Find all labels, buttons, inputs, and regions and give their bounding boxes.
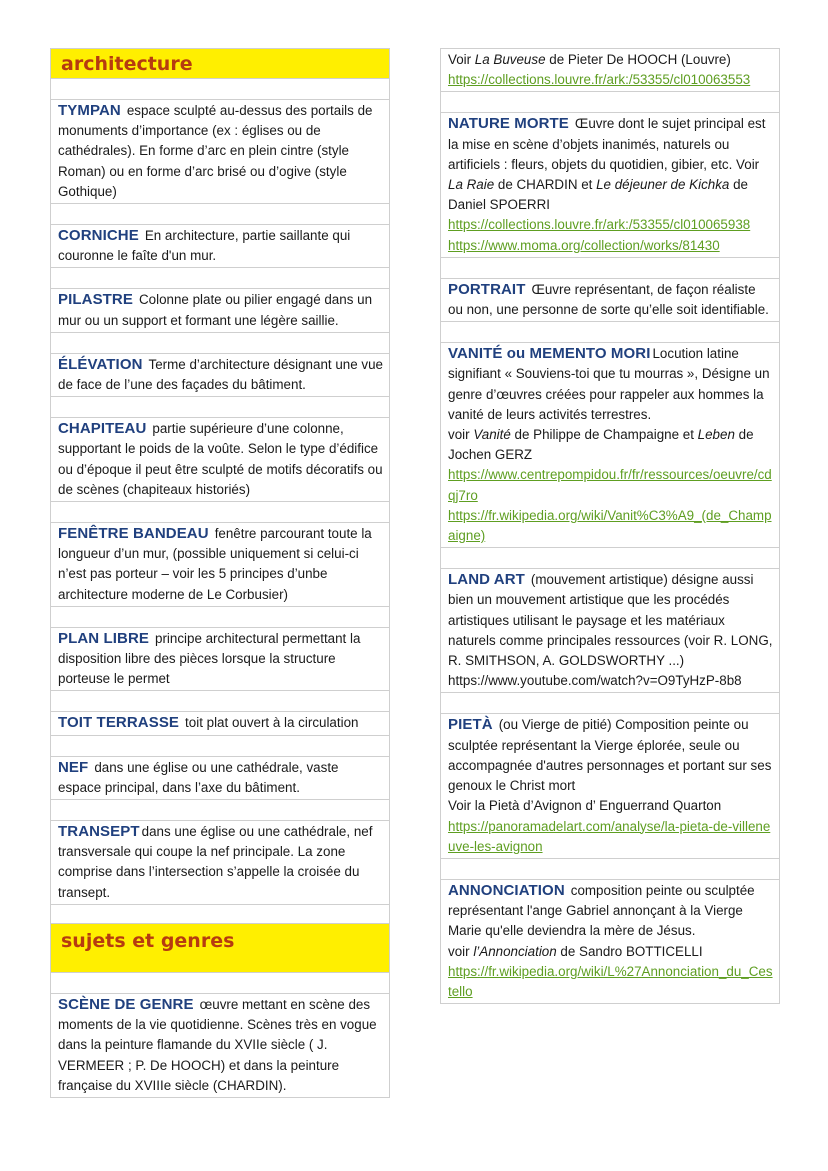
entry-tympan	[51, 100, 389, 204]
link-annonciation-wikipedia[interactable]: https://fr.wikipedia.org/wiki/L%27Annonciation_du_Cestello	[448, 963, 773, 999]
pieta-voir: Voir la Pietà d’Avignon d’ Enguerrand Quarton	[448, 798, 722, 814]
def-elevation: Terme d’architecture désignant une vue de face de l’une des façades du bâtiment.	[58, 356, 383, 393]
nature-morte-work2: Le déjeuner de Kichka	[596, 177, 730, 193]
term-nature-morte: NATURE MORTE	[448, 115, 569, 133]
buveuse-post: de Pieter De HOOCH (Louvre)	[545, 52, 731, 67]
vanite-work2: Leben	[697, 427, 735, 443]
term-transept: TRANSEPT	[58, 823, 140, 841]
def-fenetre-bandeau: fenêtre parcourant toute la longueur d’un mur, (possible uniquement si celui-ci n’est pas porteur – voir les 5 principes d’unbe architecture moderne de Le Corbusier)	[58, 526, 372, 602]
left-column	[50, 48, 390, 1098]
def-tympan: espace sculpté au-dessus des portails de monuments d’importance (ex : églises ou de cathédrales). En forme d’arc en plein cintre (style Roman) ou en forme d’arc brisé ou d’ogive (style Gothique)	[58, 103, 373, 199]
entry-vanite	[441, 343, 779, 548]
link-la-raie-louvre[interactable]: https://collections.louvre.fr/ark:/53355/cl010065938	[448, 217, 751, 233]
link-kichka-moma[interactable]: https://www.moma.org/collection/works/81430	[448, 237, 720, 253]
entry-nef	[51, 757, 389, 800]
term-vanite: VANITÉ ou MEMENTO MORI	[448, 345, 651, 363]
entry-corniche	[51, 225, 389, 268]
term-elevation: ÉLÉVATION	[58, 355, 143, 373]
term-tympan: TYMPAN	[58, 102, 121, 119]
entry-fenetre-bandeau	[51, 523, 389, 607]
def-toit-terrasse: toit plat ouvert à la circulation	[185, 715, 359, 731]
entry-pieta	[441, 714, 779, 858]
buveuse-pre: Voir	[448, 52, 475, 67]
term-corniche: CORNICHE	[58, 227, 139, 245]
term-toit-terrasse: TOIT TERRASSE	[58, 714, 180, 732]
right-column	[440, 48, 780, 1004]
buveuse-work-title: La Buveuse	[474, 52, 546, 67]
def-land-art: (mouvement artistique) désigne aussi bien un mouvement artistique que les procédés artistiques utilisant le paysage et les matériaux naturels comme principales ressources (voir R. LONG, R. SMITHSON, A. GOLDSWORTHY ...)	[448, 572, 773, 669]
nature-morte-work1: La Raie	[448, 177, 495, 193]
def-plan-libre: principe architectural permettant la disposition libre des pièces lorsque la structure porteuse le permet	[58, 630, 361, 687]
vanite-post: de Jochen GERZ	[448, 427, 754, 463]
section-title-sujets-et-genres: sujets et genres	[51, 923, 389, 973]
term-land-art: LAND ART	[448, 571, 525, 589]
entry-annonciation	[441, 880, 779, 1004]
link-vanite-pompidou[interactable]: https://www.centrepompidou.fr/fr/ressources/oeuvre/cdqj7ro	[448, 467, 772, 503]
link-land-art-youtube[interactable]: https://www.youtube.com/watch?v=O9TyHzP-8b8	[448, 673, 742, 689]
def-annonciation: composition peinte ou sculptée représentant l'ange Gabriel annonçant à la Vierge Marie qu'elle deviendra la mère de Jésus.	[448, 882, 755, 939]
term-chapiteau: CHAPITEAU	[58, 420, 147, 438]
def-scene-de-genre: œuvre mettant en scène des moments de la vie quotidienne. Scènes très en vogue dans la peinture flamande du XVIIe siècle ( J. VERMEER ; P. De HOOCH) et dans la peinture française du XVIIIe siècle (CHARDIN).	[58, 996, 377, 1093]
term-nef: NEF	[58, 758, 89, 776]
def-vanite: Locution latine signifiant « Souviens-toi que tu mourras », Désigne un genre d’œuvres créées pour rappeler aux hommes la vanité de leurs activités terrestres.	[448, 346, 770, 422]
entry-scene-de-genre	[51, 994, 389, 1098]
entry-toit-terrasse	[51, 712, 389, 735]
entry-transept	[51, 821, 389, 905]
entry-pilastre	[51, 289, 389, 332]
entry-land-art	[441, 569, 779, 693]
def-portrait: Œuvre représentant, de façon réaliste ou non, une personne de sorte qu’elle soit identifiable.	[448, 281, 769, 318]
entry-buveuse	[441, 49, 779, 92]
nature-morte-post: de Daniel SPOERRI	[448, 177, 748, 213]
annonciation-voir: voir	[448, 943, 474, 959]
vanite-voir: voir	[448, 427, 474, 443]
def-transept: dans une église ou une cathédrale, nef transversale qui coupe la nef principale. La zone comprise dans l’intersection s’appelle la croisée du transept.	[58, 824, 373, 900]
def-nef: dans une église ou une cathédrale, vaste espace principal, dans l’axe du bâtiment.	[58, 759, 339, 795]
def-pilastre: Colonne plate ou pilier engagé dans un mur ou un support et formant une légère saillie.	[58, 292, 373, 328]
def-chapiteau: partie supérieure d’une colonne, supportant le poids de la voûte. Selon le type d’édifice ou d’époque il peut être sculpté de motifs décoratifs ou de scènes (chapiteaux historiés)	[58, 421, 383, 497]
annonciation-work: l’Annonciation	[473, 943, 557, 959]
term-pieta: PIETÀ	[448, 716, 493, 734]
link-buveuse-louvre[interactable]: https://collections.louvre.fr/ark:/53355/cl010063553	[448, 72, 751, 88]
link-vanite-wikipedia[interactable]: https://fr.wikipedia.org/wiki/Vanit%C3%A9_(de_Champaigne)	[448, 507, 772, 544]
vanite-work1: Vanité	[473, 427, 511, 443]
section-title-architecture: architecture	[51, 49, 389, 79]
annonciation-post: de Sandro BOTTICELLI	[556, 943, 703, 959]
entry-portrait	[441, 279, 779, 322]
entry-nature-morte	[441, 113, 779, 257]
nature-morte-mid: de CHARDIN et	[494, 177, 597, 193]
link-pieta-panorama[interactable]: https://panoramadelart.com/analyse/la-pieta-de-villeneuve-les-avignon	[448, 818, 771, 854]
def-corniche: En architecture, partie saillante qui couronne le faîte d'un mur.	[58, 228, 351, 264]
term-pilastre: PILASTRE	[58, 291, 133, 309]
def-nature-morte: Œuvre dont le sujet principal est la mise en scène d’objets inanimés, naturels ou artificiels : fleurs, objets du quotidien, gibier, etc. Voir	[448, 116, 766, 172]
term-annonciation: ANNONCIATION	[448, 881, 565, 899]
entry-elevation	[51, 354, 389, 397]
term-scene-de-genre: SCÈNE DE GENRE	[58, 995, 194, 1013]
entry-plan-libre	[51, 628, 389, 692]
def-pieta: (ou Vierge de pitié) Composition peinte ou sculptée représentant la Vierge éplorée, seule ou accompagnée d'autres personnages et portant sur ses genoux le Christ mort	[448, 717, 772, 794]
term-fenetre-bandeau: FENÊTRE BANDEAU	[58, 525, 209, 543]
entry-chapiteau	[51, 418, 389, 502]
term-plan-libre: PLAN LIBRE	[58, 629, 149, 647]
term-portrait: PORTRAIT	[448, 280, 526, 298]
vanite-mid: de Philippe de Champaigne et	[510, 427, 698, 443]
